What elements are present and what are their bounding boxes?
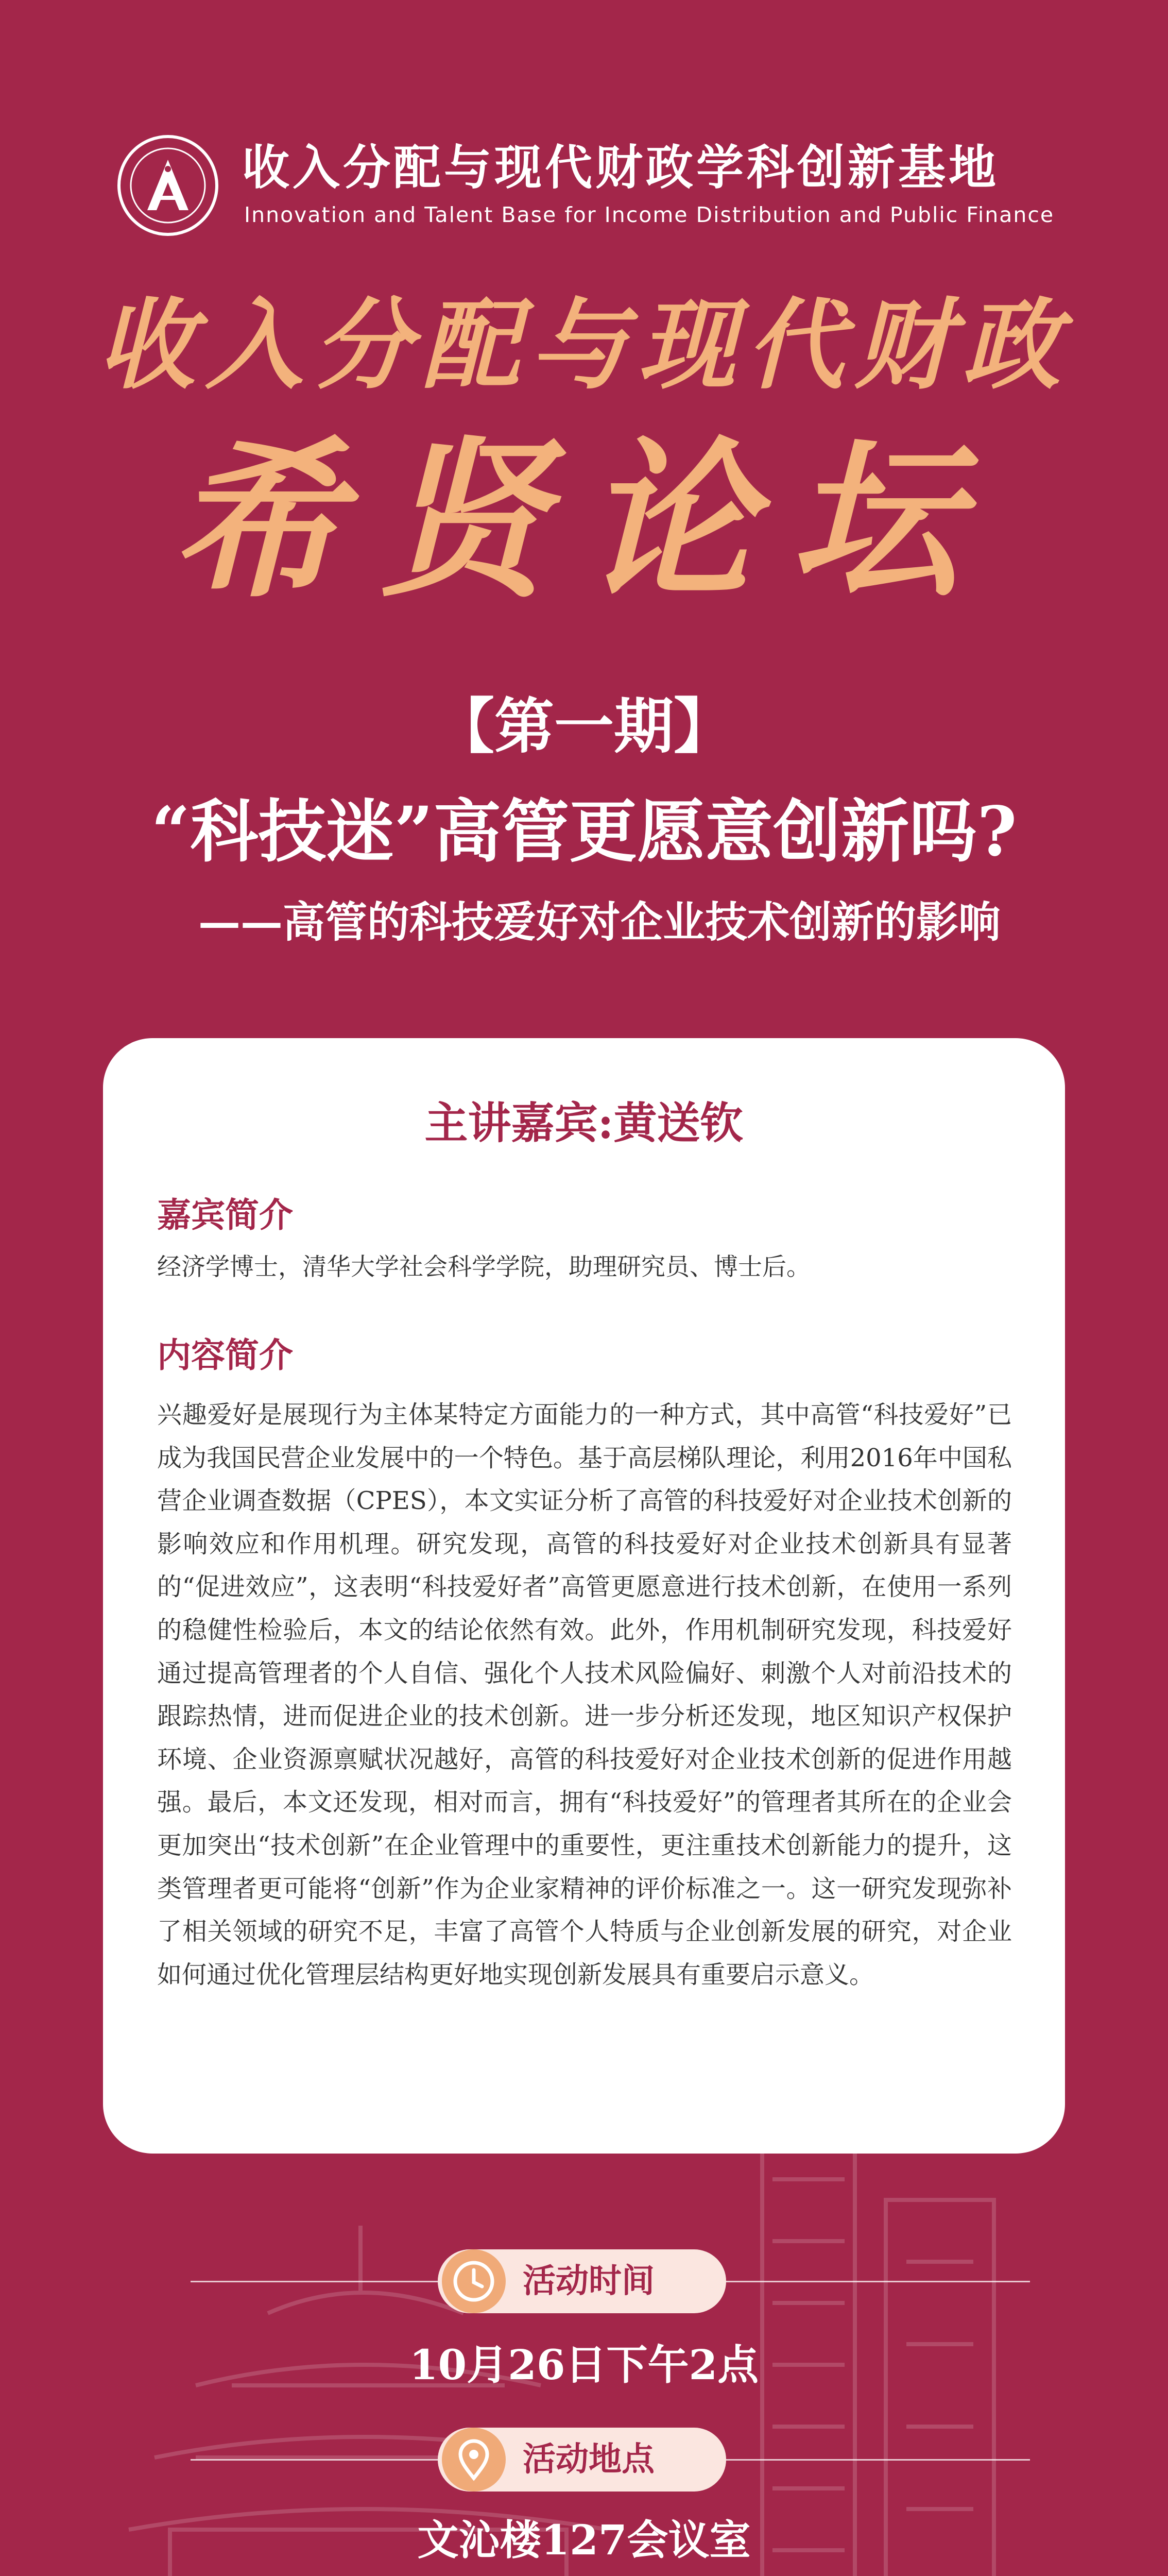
content-heading: 内容简介 [157,1335,293,1375]
location-pin-icon [442,2428,506,2492]
speaker-name: 主讲嘉宾:黄送钦 [424,1097,744,1148]
event-title: “科技迷”高管更愿意创新吗? [151,792,1017,872]
time-label: 活动时间 [523,2262,655,2300]
place-label: 活动地点 [523,2440,655,2479]
issue-number: 【第一期】 [435,691,733,761]
bio-heading: 嘉宾简介 [157,1195,293,1235]
time-value: 10月26日下午2点 [409,2341,759,2389]
org-name-cn: 收入分配与现代财政学科创新基地 [242,140,1000,195]
bio-text: 经济学博士，清华大学社会科学学院，助理研究员、博士后。 [157,1253,811,1281]
clock-icon [442,2249,506,2313]
content-text: 兴趣爱好是展现行为主体某特定方面能力的一种方式，其中高管“科技爱好”已成为我国民营企业发展中的一个特色。基于高层梯队理论，利用2016年中国私营企业调查数据（CPES），本文实证分析了高管的科技爱好对企业技术创新的影响效应和作用机理。研究发现，高管的科技爱好对企业技术创新具有显著的“促进效应”，这表明“科技爱好者”高管更愿意进行技术创新，在使用一系列的稳健性检验后，本文的结论依然有效。此外，作用机制研究发现，科技爱好通过提高管理者的个人自信、强化个人技术风险偏好、刺激个人对前沿技术的跟踪热情，进而促进企业的技术创新。进一步分析还发现，地区知识产权保护环境、企业资源禀赋状况越好，高管的科技爱好对企业技术创新的促进作用越强。最后，本文还发现，相对而言，拥有“科技爱好”的管理者其所在的企业会更加突出“技术创新”在企业管理中的重要性，更注重技术创新能力的提升，这类管理者更可能将“创新”作为企业家精神的评价标准之一。这一研究发现弥补了相关领域的研究不足，丰富了高管个人特质与企业创新发展的研究，对企业如何通过优化管理层结构更好地实现创新发展具有重要启示意义。 [157,1400,1012,1989]
forum-calligraphy-line1: 收入分配与现代财政 [97,287,1071,402]
place-value: 文沁楼127会议室 [417,2516,751,2564]
org-name-en: Innovation and Talent Base for Income Distribution and Public Finance [244,202,1055,227]
university-seal-icon [117,135,218,236]
event-subtitle: ——高管的科技爱好对企业技术创新的影响 [198,897,1001,947]
forum-calligraphy-line2: 希贤论坛 [172,420,996,620]
